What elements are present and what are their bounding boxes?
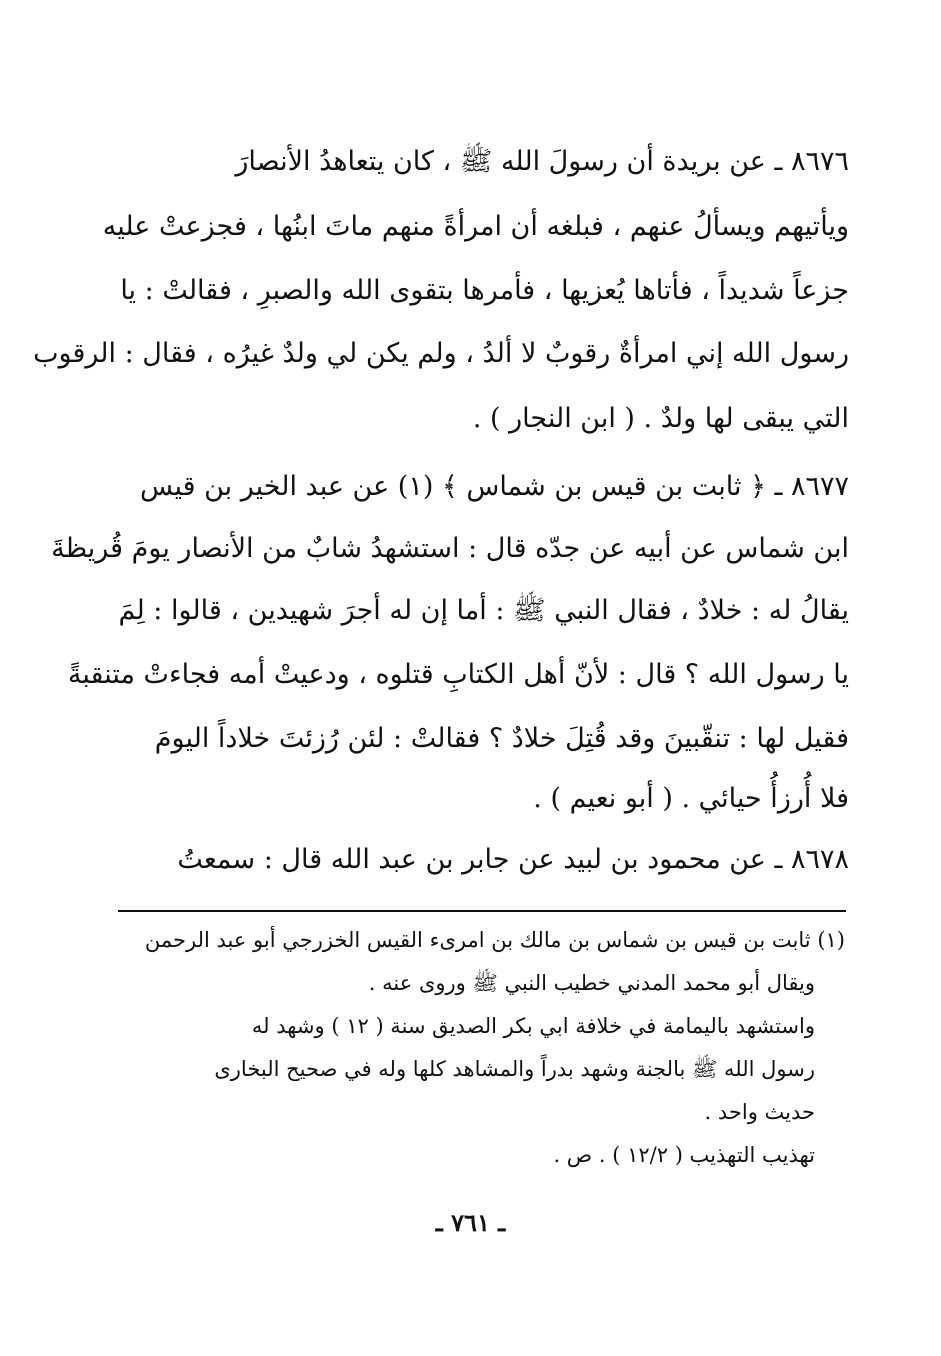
hadith-8677-paragraph — [51, 471, 849, 817]
hadith-8677-line-3: يقالُ له : خلادٌ ، فقال النبي ﷺ : أما إن له أجرَ شهيدين ، قالوا : لِمَ — [118, 595, 849, 626]
footnote-line-5: حديث واحد . — [704, 1100, 815, 1124]
hadith-8676-line-3: جزعاً شديداً ، فأتاها يُعزيها ، فأمرها بتقوى الله والصبرِ ، فقالتْ : يا — [120, 275, 849, 306]
footnote-line-3: واستشهد باليمامة في خلافة ابي بكر الصديق سنة ( ١٢ ) وشهد له — [251, 1014, 815, 1038]
footnote-separator — [118, 910, 846, 912]
hadith-8678-paragraph — [129, 846, 849, 878]
hadith-8677-line-6: فلا أُرزأُ حيائي . ( أبو نعيم ) . — [533, 783, 849, 814]
hadith-8677-line-5: فقيل لها : تنقّبينَ وقد قُتِلَ خلادٌ ؟ فقالتْ : لئن رُزئتَ خلاداً اليومَ — [154, 723, 849, 754]
hadith-8676-line-4: رسول الله إني امرأةٌ رقوبٌ لا ألدُ ، ولم يكن لي ولدٌ غيرُه ، فقال : الرقوب — [33, 338, 849, 369]
hadith-8677-line-1: ٨٦٧٧ ـ ﴿ ثابت بن قيس بن شماس ﴾ (١) عن عبد الخير بن قيس — [140, 471, 849, 502]
hadith-8676-line-1: ٨٦٧٦ ـ عن بريدة أن رسولَ الله ﷺ ، كان يتعاهدُ الأنصارَ — [235, 146, 849, 177]
footnote-line-1: (١) ثابت بن قيس بن شماس بن مالك بن امرىء القيس الخزرجي أبو عبد الرحمن — [144, 928, 845, 952]
hadith-8678-line-1: ٨٦٧٨ ـ عن محمود بن لبيد عن جابر بن عبد الله قال : سمعتُ — [177, 844, 849, 875]
hadith-8676-paragraph — [33, 146, 849, 437]
hadith-8677-line-4: يا رسول الله ؟ قال : لأنّ أهل الكتابِ قتلوه ، ودعيتْ أمه فجاءتْ متنقبةً — [67, 659, 849, 690]
footnote-line-2: ويقال أبو محمد المدني خطيب النبي ﷺ وروى عنه . — [368, 971, 815, 995]
footnote-line-4: رسول الله ﷺ بالجنة وشهد بدراً والمشاهد كلها وله في صحيح البخارى — [214, 1057, 815, 1081]
hadith-8677-line-2: ابن شماس عن أبيه عن جدّه قال : استشهدُ شابٌ من الأنصار يومَ قُريظةَ — [51, 533, 849, 564]
footnote — [145, 930, 845, 1171]
hadith-8676-line-2: ويأتيهم ويسألُ عنهم ، فبلغه أن امرأةً منهم ماتَ ابنُها ، فجزعتْ عليه — [102, 211, 849, 242]
page-number: ـ ٧٦١ ـ — [435, 1208, 506, 1237]
hadith-8676-line-5: التي يبقى لها ولدٌ . ( ابن النجار ) . — [472, 403, 849, 434]
footnote-line-6: تهذيب التهذيب ( ١٢/٢ ) . ص . — [553, 1143, 815, 1167]
